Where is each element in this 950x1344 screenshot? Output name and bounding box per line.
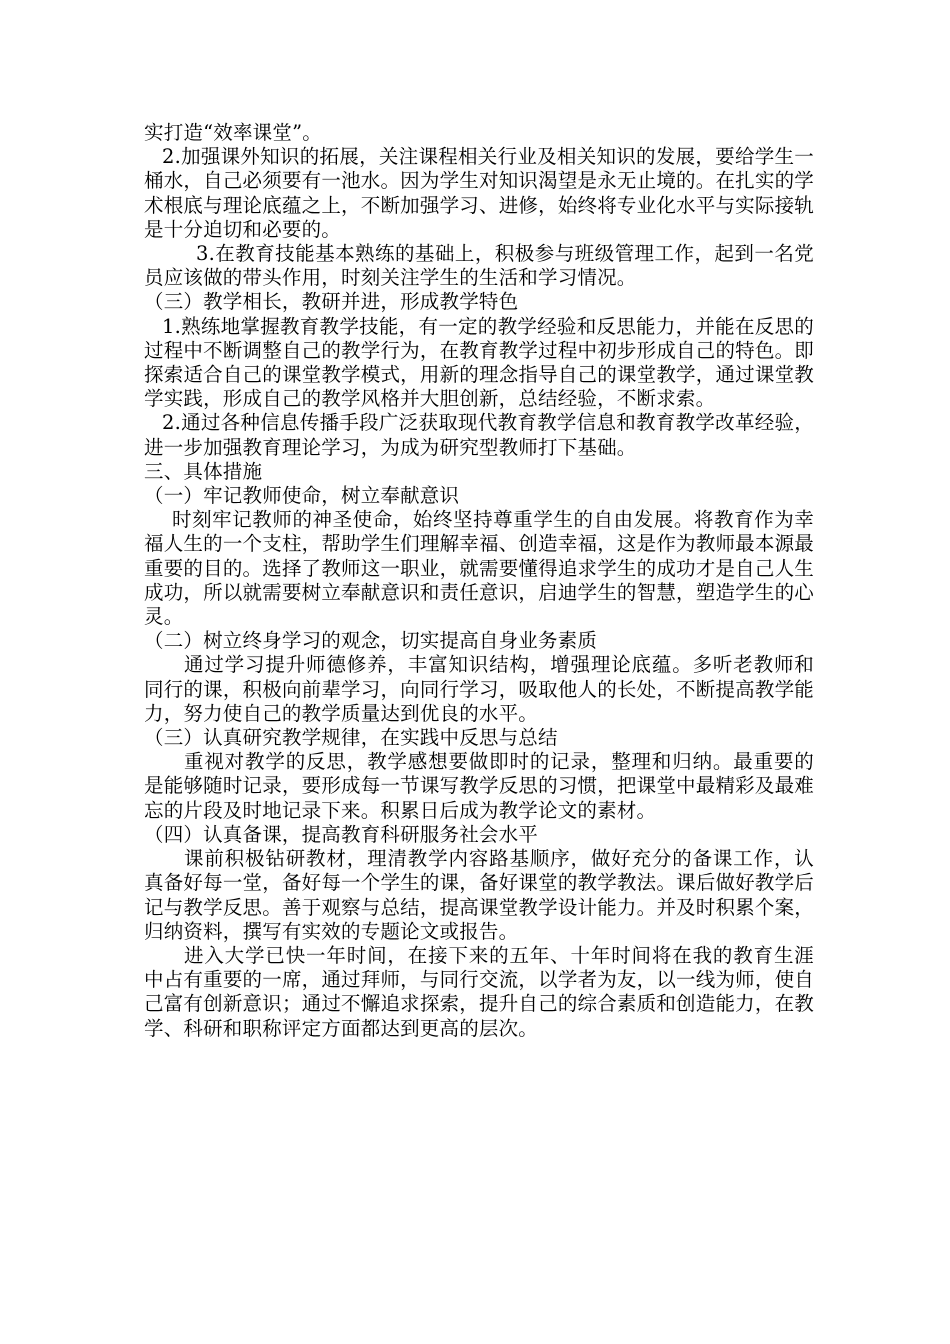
- paragraph-extracurricular-knowledge: 2.加强课外知识的拓展，关注课程相关行业及相关知识的发展，要给学生一桶水，自己必须要有一池水。因为学生对知识渴望是永无止境的。在扎实的学术根底与理论底蕴之上，不断加强学习、进修，始终将专业化水平与实际接轨是十分迫切和必要的。: [144, 145, 814, 241]
- heading-teacher-mission: （一）牢记教师使命，树立奉献意识: [144, 484, 460, 508]
- heading-teaching-features: （三）教学相长，教研并进，形成教学特色: [144, 290, 519, 314]
- heading-lifelong-learning: （二）树立终身学习的观念，切实提高自身业务素质: [144, 629, 598, 653]
- paragraph-lesson-preparation: 课前积极钻研教材，理清教学内容路基顺序，做好充分的备课工作，认真备好每一堂，备好每一个学生的课，备好课堂的教学教法。课后做好教学后记与教学反思。善于观察与总结，提高课堂教学设计能力。并及时积累个案，归纳资料，撰写有实效的专题论文或报告。: [144, 847, 814, 943]
- paragraph-teaching-reflection: 重视对教学的反思，教学感想要做即时的记录，整理和归纳。最重要的是能够随时记录，要形成每一节课写教学反思的习惯，把课堂中最精彩及最难忘的片段及时地记录下来。积累日后成为教学论文的素材。: [144, 750, 814, 822]
- paragraph-efficient-classroom: 实打造“效率课堂”。: [144, 121, 322, 144]
- paragraph-conclusion: 进入大学已快一年时间，在接下来的五年、十年时间将在我的教育生涯中占有重要的一席，通过拜师，与同行交流，以学者为友，以一线为师，使自己富有创新意识；通过不懈追求探索，提升自己的综合素质和创造能力，在教学、科研和职称评定方面都达到更高的层次。: [144, 943, 814, 1040]
- heading-lesson-preparation: （四）认真备课，提高教育科研服务社会水平: [144, 822, 539, 846]
- paragraph-teacher-mission: 时刻牢记教师的神圣使命，始终坚持尊重学生的自由发展。将教育作为幸福人生的一个支柱，帮助学生们理解幸福、创造幸福，这是作为教师最本源最重要的目的。选择了教师这一职业，就需要懂得追求学生的成功才是自己人生成功，所以就需要树立奉献意识和责任意识，启迪学生的智慧，塑造学生的心灵。: [144, 508, 814, 629]
- heading-teaching-research: （三）认真研究教学规律，在实践中反思与总结: [144, 726, 558, 750]
- paragraph-teaching-skills: 1.熟练地掌握教育教学技能，有一定的教学经验和反思能力，并能在反思的过程中不断调整自己的教学行为，在教育教学过程中初步形成自己的特色。即探索适合自己的课堂教学模式，用新的理念指导自己的课堂教学，通过课堂教学实践，形成自己的教学风格并大胆创新，总结经验，不断求索。: [144, 314, 814, 411]
- heading-specific-measures: 三、具体措施: [144, 459, 263, 483]
- paragraph-education-info: 2.通过各种信息传播手段广泛获取现代教育教学信息和教育教学改革经验，进一步加强教育理论学习，为成为研究型教师打下基础。: [144, 411, 814, 459]
- paragraph-lifelong-learning: 通过学习提升师德修养，丰富知识结构，增强理论底蕴。多听老教师和同行的课，积极向前辈学习，向同行学习，吸取他人的长处，不断提高教学能力，努力使自己的教学质量达到优良的水平。: [144, 653, 814, 725]
- document-body: [144, 121, 814, 1041]
- paragraph-class-management: 3.在教育技能基本熟练的基础上，积极参与班级管理工作，起到一名党员应该做的带头作用，时刻关注学生的生活和学习情况。: [144, 242, 814, 290]
